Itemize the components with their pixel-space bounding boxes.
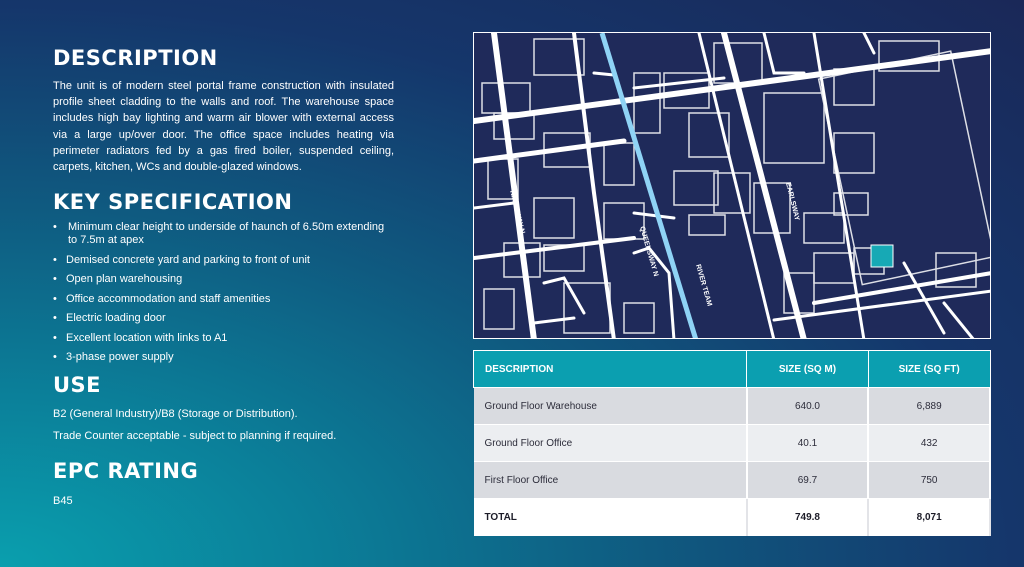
spec-list	[53, 221, 394, 364]
cell-total-sqft: 8,071	[868, 499, 990, 536]
cell-size-sqm: 69.7	[747, 462, 869, 499]
street-label-queensway: QUEENSWAY N	[638, 225, 660, 278]
epc-heading: EPC RATING	[53, 458, 199, 483]
description-text: The unit is of modern steel portal frame construction with insulated profile sheet cladding to the walls and roof. The warehouse space includes high bay lighting and warm air blower with external access via a large up/over door. The office space includes heating via perimeter radiators fed by a gas fired boiler, suspended ceiling, carpets, kitchen, WCs and double-glazed windows.	[53, 80, 394, 174]
left-column	[53, 44, 394, 507]
cell-size-sqft: 432	[868, 425, 990, 462]
spec-item: • Open plan warehousing	[53, 273, 394, 286]
cell-total-label: TOTAL	[474, 499, 747, 536]
cell-description: Ground Floor Warehouse	[474, 388, 747, 425]
cell-size-sqft: 750	[868, 462, 990, 499]
spec-item: • Minimum clear height to underside of haunch of 6.50m extending to 7.5m at apex	[53, 221, 394, 247]
street-label-earlsway: EARLSWAY	[784, 181, 801, 222]
column-header-size-sqm: SIZE (SQ M)	[747, 351, 869, 388]
epc-rating-value: B45	[53, 494, 73, 507]
column-header-size-sqft: SIZE (SQ FT)	[868, 351, 990, 388]
table-row	[474, 425, 991, 462]
cell-description: Ground Floor Office	[474, 425, 747, 462]
cell-size-sqm: 40.1	[747, 425, 869, 462]
spec-item: • Demised concrete yard and parking to front of unit	[53, 254, 394, 267]
trade-counter-text: Trade Counter acceptable - subject to planning if required.	[53, 429, 337, 442]
description-heading: DESCRIPTION	[53, 46, 218, 70]
spec-item: • Excellent location with links to A1	[53, 332, 394, 345]
location-map[interactable]	[473, 32, 991, 339]
key-spec-heading: KEY SPECIFICATION	[53, 190, 293, 215]
use-heading: USE	[53, 372, 102, 397]
use-class-text: B2 (General Industry)/B8 (Storage or Distribution).	[53, 407, 298, 420]
map-graphic	[474, 33, 991, 339]
spec-item: • Electric loading door	[53, 312, 394, 325]
table-total-row	[474, 499, 991, 536]
table-header-row	[474, 351, 991, 388]
spec-item: • Office accommodation and staff amenities	[53, 293, 394, 306]
cell-description: First Floor Office	[474, 462, 747, 499]
column-header-description: DESCRIPTION	[474, 351, 747, 388]
accommodation-table	[473, 350, 991, 536]
street-label-river-team: RIVER TEAM	[694, 263, 713, 308]
table-row	[474, 462, 991, 499]
cell-size-sqm: 640.0	[747, 388, 869, 425]
street-label-kingsway: KINGSWAY N	[508, 189, 526, 235]
cell-total-sqm: 749.8	[747, 499, 869, 536]
spec-item: • 3-phase power supply	[53, 351, 394, 364]
cell-size-sqft: 6,889	[868, 388, 990, 425]
table-row	[474, 388, 991, 425]
